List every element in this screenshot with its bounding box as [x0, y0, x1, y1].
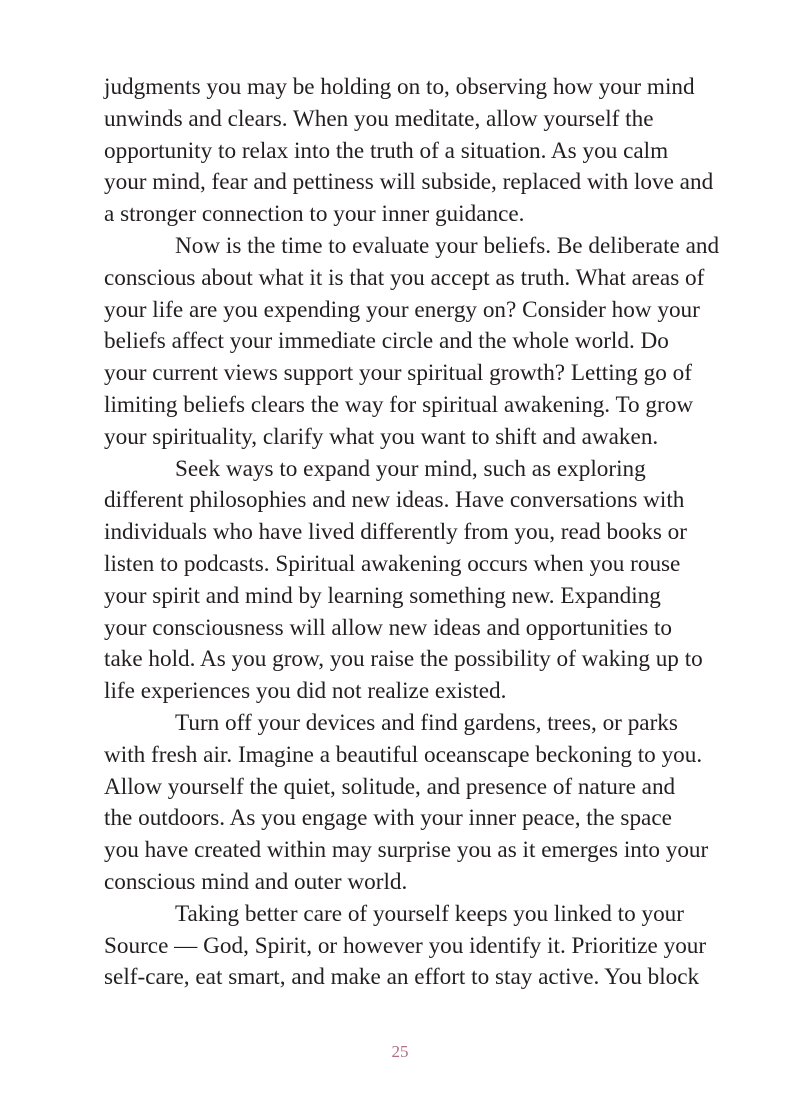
- paragraph: [104, 231, 744, 454]
- text-line: your spirituality, clarify what you want to shift and awaken.: [104, 423, 659, 450]
- text-line: the outdoors. As you engage with your inner peace, the space: [104, 805, 672, 832]
- text-line: your mind, fear and pettiness will subside, replaced with love and: [104, 169, 714, 196]
- text-line: your current views support your spiritual growth? Letting go of: [104, 360, 692, 387]
- text-line: beliefs affect your immediate circle and the whole world. Do: [104, 328, 669, 355]
- text-line: unwinds and clears. When you meditate, allow yourself the: [104, 105, 654, 132]
- text-line: individuals who have lived differently from you, read books or: [104, 519, 687, 546]
- text-line: your life are you expending your energy on? Consider how your: [104, 296, 700, 323]
- text-line: your spirit and mind by learning something new. Expanding: [104, 582, 661, 609]
- text-line: life experiences you did not realize existed.: [104, 678, 507, 705]
- text-line: Turn off your devices and find gardens, trees, or parks: [175, 709, 678, 736]
- page-number: 25: [391, 1042, 409, 1061]
- text-line: with fresh air. Imagine a beautiful oceanscape beckoning to you.: [104, 741, 703, 768]
- body-text: [104, 72, 744, 994]
- text-line: self-care, eat smart, and make an effort to stay active. You block: [104, 964, 700, 991]
- paragraph: [104, 899, 744, 994]
- text-line: different philosophies and new ideas. Have conversations with: [104, 487, 685, 514]
- text-line: listen to podcasts. Spiritual awakening occurs when you rouse: [104, 550, 681, 577]
- paragraph: [104, 454, 744, 708]
- text-line: take hold. As you grow, you raise the possibility of waking up to: [104, 646, 703, 673]
- text-line: you have created within may surprise you as it emerges into your: [104, 837, 709, 864]
- text-line: Now is the time to evaluate your beliefs. Be deliberate and: [175, 232, 720, 259]
- paragraph: [104, 708, 744, 899]
- text-line: conscious mind and outer world.: [104, 868, 408, 895]
- text-line: conscious about what it is that you accept as truth. What areas of: [104, 264, 705, 291]
- text-line: judgments you may be holding on to, observing how your mind: [104, 74, 695, 100]
- text-line: opportunity to relax into the truth of a situation. As you calm: [104, 137, 669, 164]
- text-line: Taking better care of yourself keeps you linked to your: [175, 900, 684, 927]
- paragraph: [104, 72, 744, 231]
- text-line: Allow yourself the quiet, solitude, and presence of nature and: [104, 773, 676, 800]
- text-line: Seek ways to expand your mind, such as exploring: [175, 455, 646, 482]
- text-line: Source — God, Spirit, or however you identify it. Prioritize your: [104, 932, 707, 959]
- text-line: a stronger connection to your inner guidance.: [104, 201, 525, 228]
- text-line: your consciousness will allow new ideas and opportunities to: [104, 614, 673, 641]
- text-line: limiting beliefs clears the way for spiritual awakening. To grow: [104, 391, 694, 418]
